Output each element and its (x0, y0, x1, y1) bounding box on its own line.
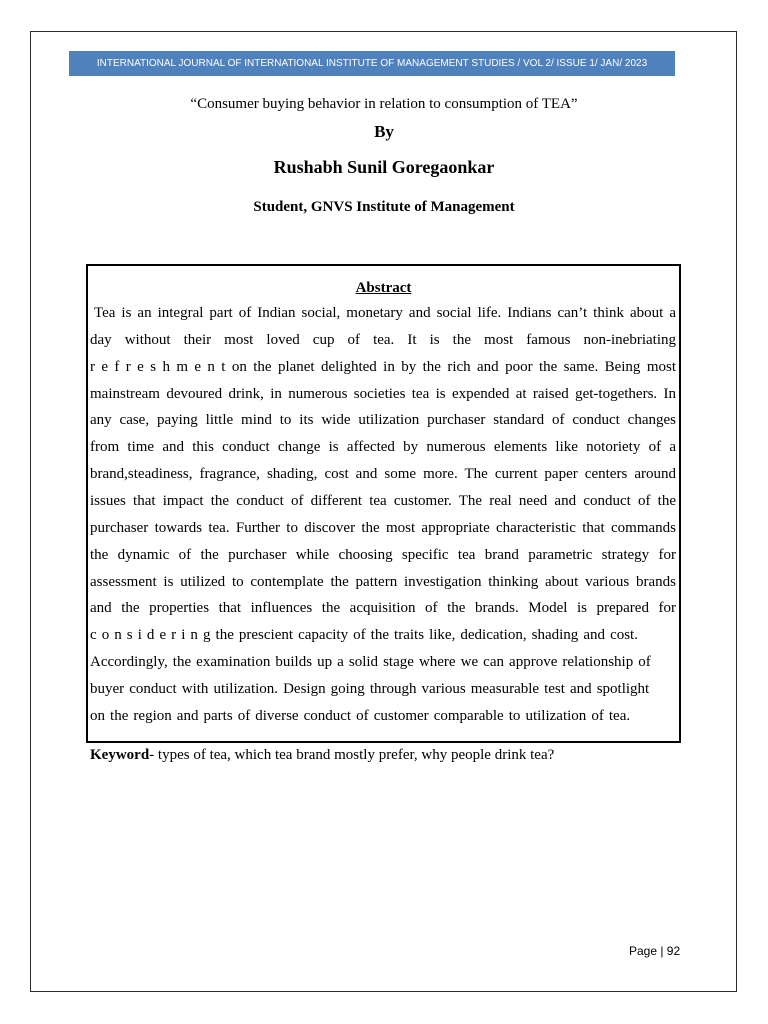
keywords-label: Keyword (90, 747, 150, 763)
keywords-text: - types of tea, which tea brand mostly prefer, why people drink tea? (149, 747, 555, 763)
author-name: Rushabh Sunil Goregaonkar (273, 157, 495, 177)
keywords-line (90, 745, 554, 765)
abstract-box (86, 264, 681, 743)
abstract-line: and the properties that influences the acquisition of the brands. Model is prepared for (90, 600, 676, 617)
page-number: Page | 92 (629, 944, 681, 958)
abstract-line: any case, paying little mind to its wide utilization purchaser standard of conduct changes (90, 412, 676, 429)
abstract-line: brand,steadiness, fragrance, shading, cost and some more. The current paper centers around (90, 466, 676, 483)
byline-label: By (374, 122, 394, 141)
abstract-line: r e f r e s h m e n t on the planet delighted in by the rich and poor the same. Being most (90, 358, 676, 375)
abstract-line: Accordingly, the examination builds up a solid stage where we can approve relationship of (90, 654, 651, 671)
abstract-line: on the region and parts of diverse conduct of customer comparable to utilization of tea. (90, 707, 631, 724)
author-affiliation: Student, GNVS Institute of Management (253, 199, 515, 215)
abstract-heading: Abstract (355, 280, 412, 296)
abstract-line: day without their most loved cup of tea. It is the most famous non-inebriating (90, 331, 676, 348)
abstract-line: Tea is an integral part of Indian social, monetary and social life. Indians can’t think about a (94, 305, 676, 321)
article-title: “Consumer buying behavior in relation to consumption of TEA” (190, 96, 578, 112)
abstract-line: assessment is utilized to contemplate the pattern investigation thinking about various brands (90, 573, 676, 590)
abstract-body (90, 300, 676, 730)
abstract-line: the dynamic of the purchaser while choosing specific tea brand parametric strategy for (90, 546, 676, 563)
abstract-line: purchaser towards tea. Further to discover the most appropriate characteristic that commands (90, 519, 676, 536)
journal-banner: INTERNATIONAL JOURNAL OF INTERNATIONAL INSTITUTE OF MANAGEMENT STUDIES / VOL 2/ ISSUE 1/ JAN/ 2023 (69, 51, 675, 76)
abstract-line: mainstream devoured drink, in numerous societies tea is expended at raised get-togethers. In (90, 385, 676, 402)
abstract-line: buyer conduct with utilization. Design going through various measurable test and spotlight (90, 681, 650, 698)
abstract-line: from time and this conduct change is affected by numerous elements like notoriety of a (90, 439, 676, 456)
abstract-line: issues that impact the conduct of different tea customer. The real need and conduct of the (90, 493, 676, 510)
abstract-line: c o n s i d e r i n g the prescient capacity of the traits like, dedication, shading and cost. (90, 627, 638, 644)
